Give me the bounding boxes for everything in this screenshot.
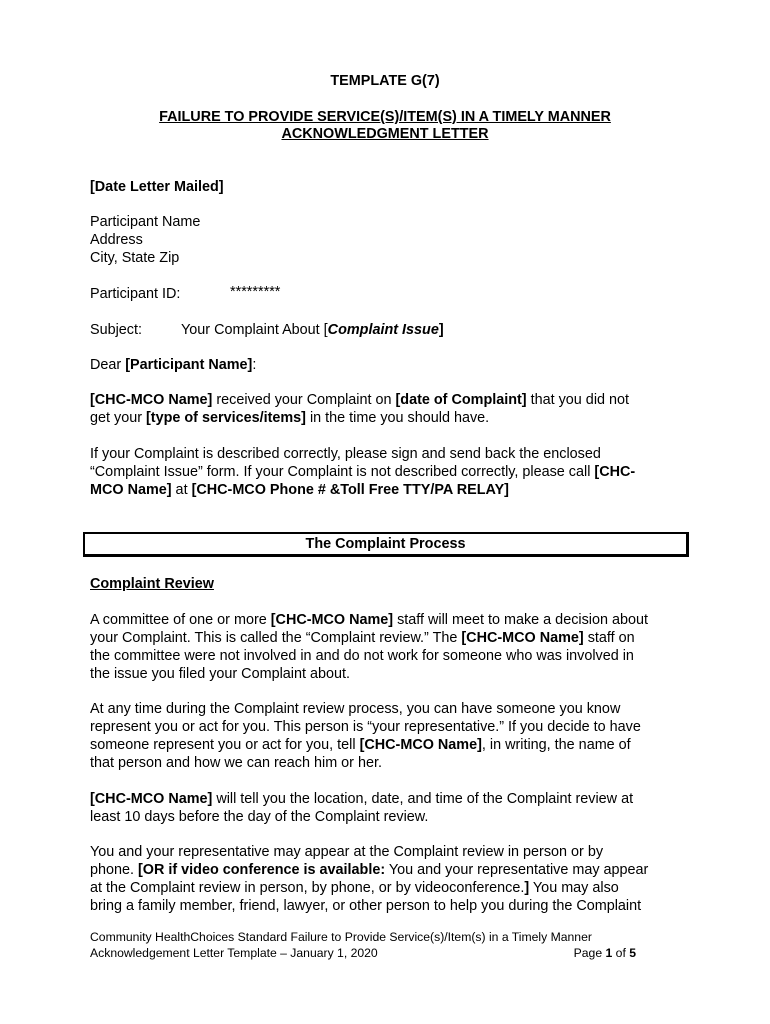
paragraph-4-line-3 xyxy=(90,737,631,754)
type-of-services-placeholder: [type of services/items] xyxy=(146,410,306,426)
video-conference-placeholder: [OR if video conference is available: xyxy=(138,862,386,878)
mco-name-placeholder: [CHC-MCO Name] xyxy=(359,737,482,753)
text: get your xyxy=(90,410,146,426)
mco-name-placeholder: [CHC-MCO Name] xyxy=(461,630,584,646)
paragraph-2-line-2 xyxy=(90,464,635,481)
subject-close: ] xyxy=(438,322,444,338)
greeting-name: [Participant Name] xyxy=(125,357,253,373)
participant-id-value: ********* xyxy=(230,284,281,300)
text: your Complaint. This is called the “Complaint review.” The xyxy=(90,630,462,646)
paragraph-3-line-4: the issue you filed your Complaint about. xyxy=(90,666,350,682)
footer-line-1: Community HealthChoices Standard Failure to Provide Service(s)/Item(s) in a Timely Manner xyxy=(90,930,592,944)
greeting-suffix: : xyxy=(252,357,257,373)
text: someone represent you or act for you, tell xyxy=(90,737,360,753)
complaint-review-heading: Complaint Review xyxy=(90,576,214,592)
paragraph-3-line-1 xyxy=(90,612,648,629)
paragraph-1-line-1 xyxy=(90,392,629,409)
mco-name-placeholder: [CHC-MCO Name] xyxy=(90,392,213,408)
page-total: 5 xyxy=(629,946,636,960)
paragraph-3-line-3: the committee were not involved in and do not work for someone who was involved in xyxy=(90,648,634,664)
paragraph-6-line-2 xyxy=(90,862,648,879)
mco-phone-placeholder: [CHC-MCO Phone # &Toll Free TTY/PA RELAY] xyxy=(191,482,509,498)
address-line-name: Participant Name xyxy=(90,214,201,230)
paragraph-5-line-2: least 10 days before the day of the Complaint review. xyxy=(90,809,429,825)
bracket: ] xyxy=(524,880,530,896)
date-placeholder: [Date Letter Mailed] xyxy=(90,179,224,195)
paragraph-6-line-4: bring a family member, friend, lawyer, or other person to help you during the Complaint xyxy=(90,898,642,914)
text: staff on xyxy=(583,630,635,646)
mco-name-placeholder: MCO Name] xyxy=(90,482,172,498)
template-label: TEMPLATE G(7) xyxy=(330,73,440,89)
mco-name-placeholder: [CHC-MCO Name] xyxy=(270,612,394,628)
subject-placeholder: Complaint Issue xyxy=(327,322,439,338)
text: phone. xyxy=(90,862,139,878)
text: at the Complaint review in person, by phone, or by videoconference. xyxy=(90,880,525,896)
address-line-city: City, State Zip xyxy=(90,250,180,266)
paragraph-6-line-3 xyxy=(90,880,619,897)
paragraph-2-line-1: If your Complaint is described correctly, please sign and send back the enclosed xyxy=(90,446,601,462)
paragraph-3-line-2 xyxy=(90,630,635,647)
footer-line-2 xyxy=(90,945,636,961)
address-line-street: Address xyxy=(90,232,143,248)
page-prefix: Page xyxy=(573,946,606,960)
subject-line xyxy=(181,322,444,339)
section-title: The Complaint Process xyxy=(305,536,466,552)
paragraph-6-line-1: You and your representative may appear at the Complaint review in person or by xyxy=(90,844,604,860)
greeting xyxy=(90,357,256,374)
text: staff will meet to make a decision about xyxy=(393,612,648,628)
date-of-complaint-placeholder: [date of Complaint] xyxy=(395,392,527,408)
paragraph-1-line-2 xyxy=(90,410,489,427)
text: will tell you the location, date, and time of the Complaint review at xyxy=(212,791,634,807)
paragraph-4-line-2: represent you or act for you. This person is “your representative.” If you decide to have xyxy=(90,719,641,735)
text: received your Complaint on xyxy=(212,392,396,408)
text: that you did not xyxy=(526,392,630,408)
page-of: of xyxy=(612,946,630,960)
text: You may also xyxy=(529,880,619,896)
mco-name-placeholder: [CHC- xyxy=(594,464,636,480)
greeting-prefix: Dear xyxy=(90,357,126,373)
text: “Complaint Issue” form. If your Complaint is not described correctly, please call xyxy=(90,464,595,480)
subject-label: Subject: xyxy=(90,322,142,338)
title-line-2: ACKNOWLEDGMENT LETTER xyxy=(281,126,489,142)
section-heading-box xyxy=(83,532,689,557)
participant-id-label: Participant ID: xyxy=(90,286,181,302)
page-current: 1 xyxy=(605,946,613,960)
paragraph-5-line-1 xyxy=(90,791,633,808)
mco-name-placeholder: [CHC-MCO Name] xyxy=(90,791,213,807)
footer xyxy=(90,929,636,961)
paragraph-4-line-4: that person and how we can reach him or her. xyxy=(90,755,382,771)
paragraph-2-line-3 xyxy=(90,482,509,499)
text: You and your representative may appear xyxy=(385,862,649,878)
footer-template-date: Acknowledgement Letter Template – January 1, 2020 xyxy=(90,946,378,960)
text: , in writing, the name of xyxy=(481,737,631,753)
text: A committee of one or more xyxy=(90,612,271,628)
title-line-1: FAILURE TO PROVIDE SERVICE(S)/ITEM(S) IN A TIMELY MANNER xyxy=(159,109,611,125)
subject-text: Your Complaint About [ xyxy=(181,322,328,338)
page-number xyxy=(574,945,636,961)
text: at xyxy=(171,482,192,498)
text: in the time you should have. xyxy=(305,410,490,426)
paragraph-4-line-1: At any time during the Complaint review process, you can have someone you know xyxy=(90,701,621,717)
